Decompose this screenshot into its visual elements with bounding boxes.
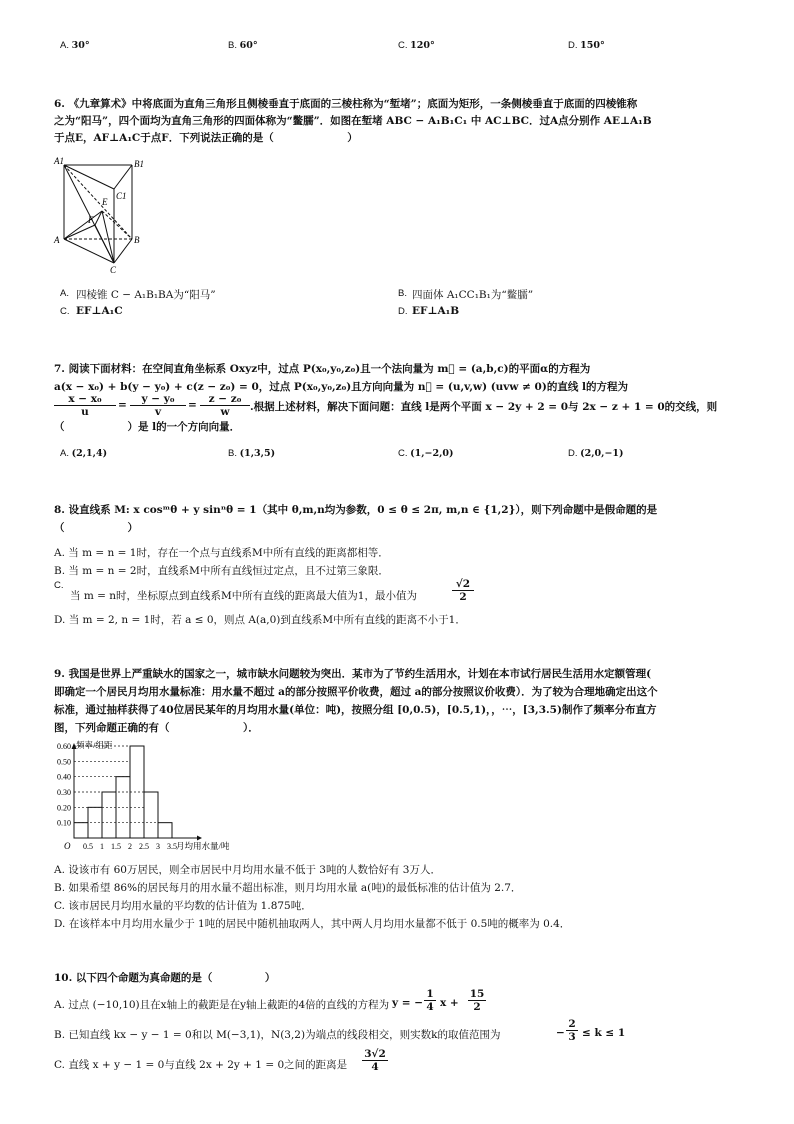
q10-option-c-frac-den: 4 <box>371 1061 379 1073</box>
q8-option-c-num: √2 <box>452 578 474 591</box>
label-b1: B1 <box>134 159 144 169</box>
q6-line-3: 于点E，AF⊥A₁C于点F．下列说法正确的是（ ） <box>54 132 358 144</box>
label-f: F <box>88 215 94 225</box>
q7-frac-2 <box>130 393 186 418</box>
label-c1: C1 <box>116 191 127 201</box>
y-tick-label-4: 0.50 <box>57 757 71 767</box>
q6-prism-figure <box>52 155 162 277</box>
q9-line-3: 标准，通过抽样获得了40位居民某年的月均用水量(单位：吨)，按照分组 [0,0.5)，[0.5,1)，，⋯，[3,3.5)制作了频率分布直方 <box>54 704 657 716</box>
histogram-bar-2 <box>102 792 116 838</box>
x-tick-label-1: 1 <box>100 842 104 851</box>
x-axis-label: 月均用水量/吨 <box>176 841 230 851</box>
q10-option-c: C. 直线 x + y − 1 = 0与直线 2x + 2y + 1 = 0之间的距离是 <box>54 1059 348 1071</box>
q9-option-a: A. 设该市有 60万居民，则全市居民中月均用水量不低于 3吨的人数恰好有 3万人． <box>54 864 441 876</box>
q10-option-b: B. 已知直线 kx − y − 1 = 0和以 M(−3,1)，N(3,2)为端点的线段相交，则实数k的取值范围为 <box>54 1029 501 1041</box>
label-b: B <box>134 235 140 245</box>
q7-line-1: 7. 阅读下面材料：在空间直角坐标系 Oxyz中，过点 P(x₀,y₀,z₀)且一个法向量为 m⃗ = (a,b,c)的平面α的方程为 <box>54 363 591 375</box>
label-e: E <box>102 197 108 207</box>
q10-option-a-frac-1-den: 4 <box>426 1001 434 1013</box>
q7-line-4: （ ）是 l的一个方向向量． <box>54 421 241 433</box>
q6-option-c-text: EF⊥A₁C <box>76 305 123 317</box>
q10-option-a-frac-2-num: 15 <box>469 988 485 1000</box>
q8-option-b: B. 当 m = n = 2时，直线系M中所有直线恒过定点，且不过第三象限． <box>54 565 389 577</box>
x-tick-label-4: 2.5 <box>139 842 149 851</box>
q10-option-a-frac-1 <box>424 988 436 1013</box>
q10-option-a-frac-2 <box>468 988 486 1013</box>
histogram-bar-4 <box>130 746 144 838</box>
q9-line-2: 即确定一个居民月均用水量标准：用水量不超过 a的部分按照平价收费，超过 a的部分按照议价收费）．为了较为合理地确定出这个 <box>54 686 658 698</box>
q10-line-1: 10. 以下四个命题为真命题的是（ ） <box>54 972 276 984</box>
q7-line-3: .根据上述材料，解决下面问题：直线 l是两个平面 x − 2y + 2 = 0与 2x − z + 1 = 0的交线，则 <box>250 401 718 413</box>
y-tick-label-1: 0.20 <box>57 803 71 813</box>
x-axis-arrow <box>197 836 202 841</box>
q8-option-c-den: 2 <box>459 591 467 603</box>
histogram-bar-6 <box>158 823 172 838</box>
q8-option-c-frac <box>452 578 474 603</box>
q6-option-a-text: 四棱锥 C − A₁B₁BA为“阳马” <box>76 289 216 301</box>
label-a1: A1 <box>54 156 64 166</box>
q10-option-c-frac <box>362 1048 388 1073</box>
x-tick-label-6: 3.5 <box>167 842 177 851</box>
y-tick-label-2: 0.30 <box>57 788 71 797</box>
q7-frac-2-num: y − y₀ <box>130 393 186 406</box>
q10-option-b-frac <box>566 1018 578 1043</box>
origin-label: O <box>64 841 71 851</box>
q7-frac-3-den: w <box>220 406 230 418</box>
q7-option-c: C. (1,−2,0) <box>398 448 454 459</box>
q6-option-b: B. <box>398 288 407 299</box>
q9-histogram <box>48 738 288 856</box>
q7-option-b: B. (1,3,5) <box>228 448 276 459</box>
y-axis-label: 频率/组距 <box>76 740 113 750</box>
q6-line-2: 之为“阳马”，四个面均为直角三角形的四面体称为“鳖臑”．如图在堑堵 ABC − A₁B₁C₁ 中 AC⊥BC．过A点分别作 AE⊥A₁B <box>54 115 652 127</box>
q8-option-d: D. 当 m = 2, n = 1时，若 a ≤ 0，则点 A(a,0)到直线系M中所有直线的距离不小于1． <box>54 614 466 626</box>
q7-frac-2-den: v <box>154 406 162 418</box>
q6-option-d: D. <box>398 306 408 317</box>
q7-frac-1-den: u <box>81 406 89 418</box>
label-a: A <box>54 235 60 245</box>
q7-frac-1-num: x − x₀ <box>54 393 116 406</box>
q5-option-c: C. 120° <box>398 40 435 51</box>
y-tick-label-0: 0.10 <box>57 818 71 828</box>
q7-eq-1: = <box>118 399 127 411</box>
q10-option-a-frac-1-num: 1 <box>424 988 436 1001</box>
q5-option-d: D. 150° <box>568 40 605 51</box>
q9-option-c: C. 该市居民月均用水量的平均数的估计值为 1.875吨． <box>54 900 312 912</box>
q10-option-a: A. 过点 (−10,10)且在x轴上的截距是在y轴上截距的4倍的直线的方程为 <box>54 999 390 1011</box>
q10-option-c-frac-num: 3√2 <box>362 1048 388 1061</box>
label-c: C <box>110 265 117 275</box>
q10-option-b-math-1: − <box>556 1027 565 1039</box>
q10-option-b-frac-num: 2 <box>566 1018 578 1031</box>
q10-option-b-math-2: ≤ k ≤ 1 <box>582 1027 626 1039</box>
q8-line-1: 8. 设直线系 M: x cosᵐθ + y sinⁿθ = 1（其中 θ,m,n均为参数，0 ≤ θ ≤ 2π, m,n ∈ {1,2}），则下列命题中是假命题的是 <box>54 504 658 516</box>
q7-option-a: A. (2,1,4) <box>60 448 108 459</box>
q9-option-d: D. 在该样本中月均用水量少于 1吨的居民中随机抽取两人，其中两人月均用水量都不低于 0.5吨的概率为 0.4． <box>54 918 571 930</box>
q8-line-2: （ ） <box>54 522 138 534</box>
x-tick-label-0: 0.5 <box>83 842 93 851</box>
q8-option-a: A. 当 m = n = 1时，存在一个点与直线系M中所有直线的距离都相等． <box>54 547 389 559</box>
q9-option-b: B. 如果希望 86%的居民每月的用水量不超出标准，则月均用水量 a(吨)的最低标准的估计值为 2.7． <box>54 882 522 894</box>
q7-frac-3-num: z − z₀ <box>200 393 250 406</box>
q5-option-a: A. 30° <box>60 40 90 51</box>
q7-eq-2: = <box>188 399 197 411</box>
x-tick-label-2: 1.5 <box>111 842 121 851</box>
q8-option-c-letter: C. <box>54 580 64 591</box>
q9-line-1: 9. 我国是世界上严重缺水的国家之一，城市缺水问题较为突出．某市为了节约生活用水，计划在本市试行居民生活用水定额管理( <box>54 668 652 680</box>
q6-option-d-text: EF⊥A₁B <box>412 305 460 317</box>
x-tick-label-5: 3 <box>156 842 160 851</box>
q6-option-a: A. <box>60 288 69 299</box>
histogram-bar-5 <box>144 792 158 838</box>
x-tick-label-3: 2 <box>128 842 132 851</box>
q5-option-b: B. 60° <box>228 40 258 51</box>
q9-line-4: 图，下列命题正确的有（ ）． <box>54 722 259 734</box>
q10-option-b-frac-den: 3 <box>568 1031 576 1043</box>
y-tick-label-5: 0.60 <box>57 742 71 751</box>
q7-frac-1 <box>54 393 116 418</box>
q10-option-a-math-1: y = − <box>392 997 424 1009</box>
q6-line-1: 6. 《九章算术》中将底面为直角三角形且侧棱垂直于底面的三棱柱称为“堑堵”；底面为矩形，一条侧棱垂直于底面的四棱锥称 <box>54 98 638 110</box>
q10-option-a-frac-2-den: 2 <box>473 1001 481 1013</box>
q6-option-b-text: 四面体 A₁CC₁B₁为“鳖臑” <box>412 289 534 301</box>
y-tick-label-3: 0.40 <box>57 772 71 782</box>
q7-option-d: D. (2,0,−1) <box>568 448 624 459</box>
q7-frac-3 <box>200 393 250 418</box>
q6-option-c: C. <box>60 306 70 317</box>
q8-option-c: 当 m = n时，坐标原点到直线系M中所有直线的距离最大值为1，最小值为 <box>70 590 417 602</box>
q10-option-a-math-2: x + <box>440 997 459 1009</box>
histogram-bar-0 <box>74 823 88 838</box>
q7-line-2: a(x − x₀) + b(y − y₀) + c(z − z₀) = 0，过点 P(x₀,y₀,z₀)且方向向量为 n⃗ = (u,v,w) (uvw ≠ 0)的直线 l的方程为 <box>54 381 628 393</box>
